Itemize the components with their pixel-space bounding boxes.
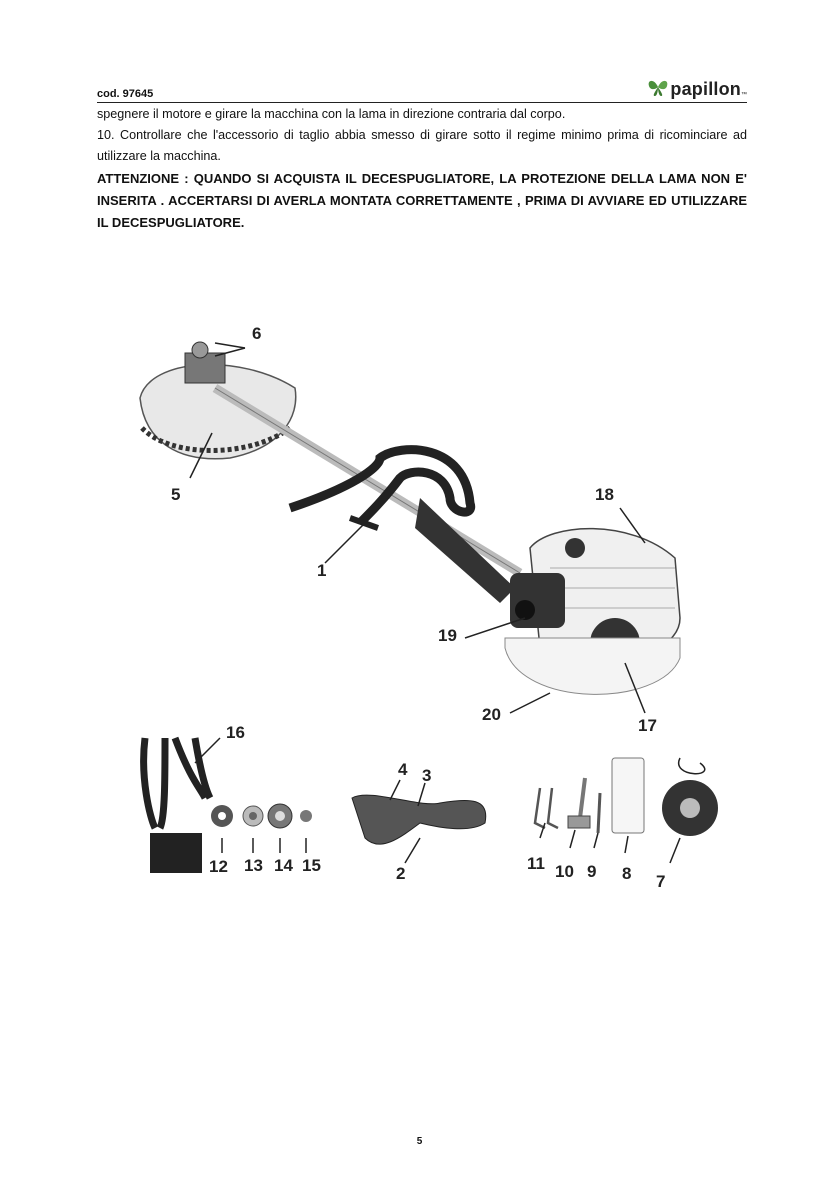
page-number: 5 <box>416 1136 423 1147</box>
brand-name: papillon <box>670 79 741 99</box>
callout-18: 18 <box>595 485 614 504</box>
paragraph-continuation: spegnere il motore e girare la macchina con la lama in direzione contraria dal corpo. <box>97 107 566 121</box>
paragraph-item-10: 10. Controllare che l'accessorio di taglio abbia smesso di girare sotto il regime minimo prima di ricominciare ad utilizzare la macchina. <box>97 128 747 163</box>
callout-3: 3 <box>422 766 432 785</box>
callout-19: 19 <box>438 626 457 645</box>
callout-10: 10 <box>555 862 574 881</box>
callout-12: 12 <box>209 857 228 876</box>
callout-5: 5 <box>171 485 181 504</box>
brush-cutter-illustration <box>120 318 740 898</box>
page-header <box>97 62 747 103</box>
callout-15: 15 <box>302 856 321 875</box>
callout-1: 1 <box>317 561 327 580</box>
callout-11: 11 <box>527 854 545 873</box>
callout-17: 17 <box>638 716 657 735</box>
callout-13: 13 <box>244 856 263 875</box>
product-code: cod. 97645 <box>97 88 154 100</box>
callout-14: 14 <box>274 856 293 875</box>
warning-paragraph: ATTENZIONE : QUANDO SI ACQUISTA IL DECESPUGLIATORE, LA PROTEZIONE DELLA LAMA NON E' INSERITA . ACCERTARSI DI AVERLA MONTATA CORRETTAMENTE , PRIMA DI AVVIARE ED UTILIZZARE IL DECESPUGLIATORE. <box>97 171 747 230</box>
body-text <box>97 104 747 234</box>
callout-6: 6 <box>252 324 262 343</box>
callout-2: 2 <box>396 864 406 883</box>
trademark-mark: ™ <box>741 92 747 98</box>
callout-8: 8 <box>622 864 632 883</box>
brand-logo <box>646 74 747 98</box>
callout-7: 7 <box>656 872 666 891</box>
butterfly-logo-icon <box>646 74 670 98</box>
callout-4: 4 <box>398 760 408 779</box>
callout-9: 9 <box>587 862 597 881</box>
callout-20: 20 <box>482 705 501 724</box>
callout-16: 16 <box>226 723 245 742</box>
parts-figure <box>120 318 740 898</box>
